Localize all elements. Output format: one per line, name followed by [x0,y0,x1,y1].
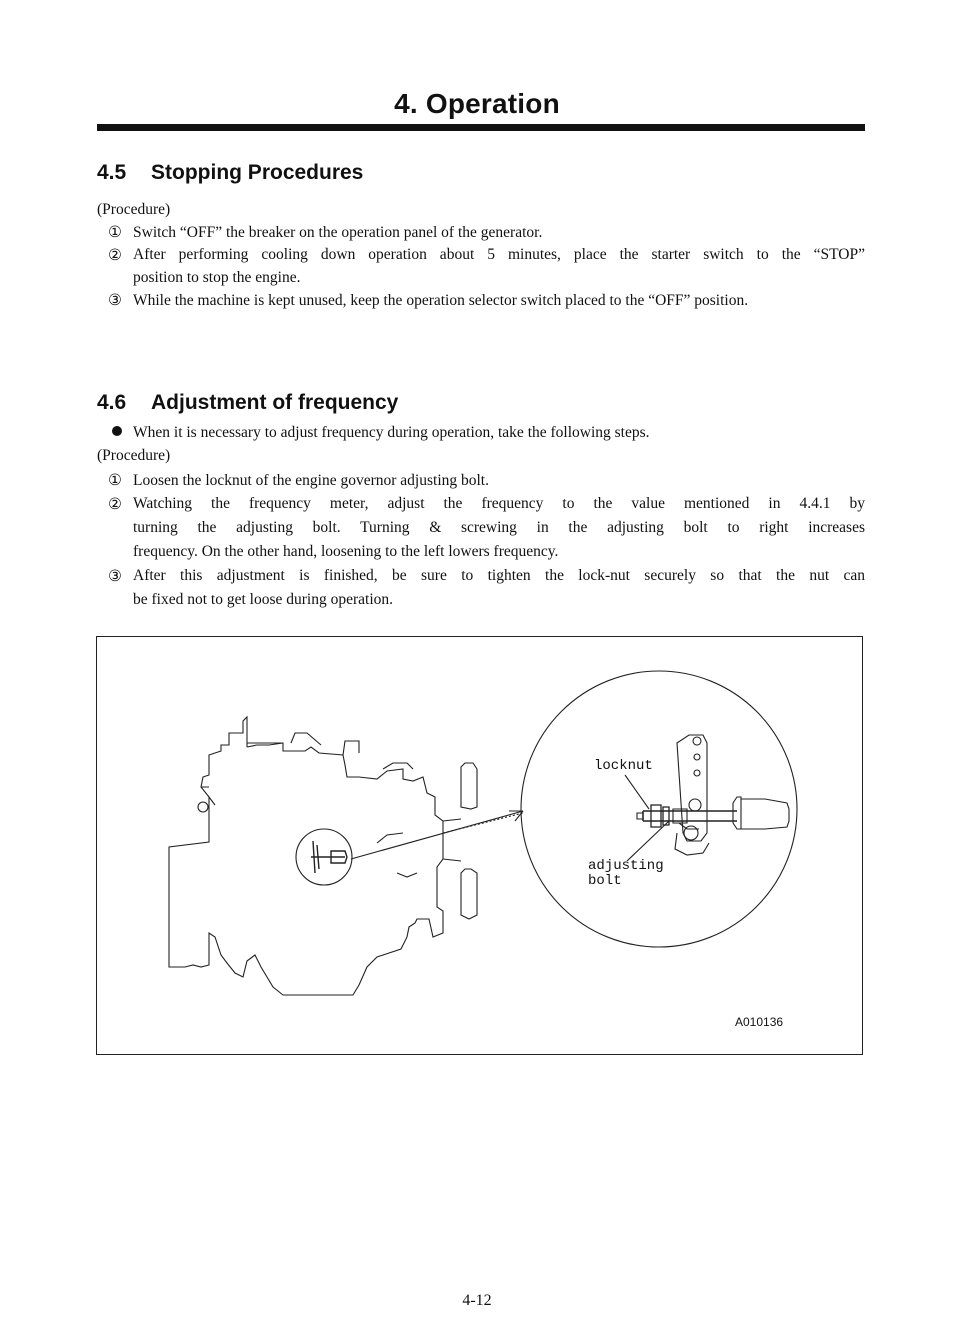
locknut-leader [625,775,649,809]
procedure-label: (Procedure) [97,201,171,218]
chapter-title: 4. Operation [394,88,560,119]
step-text: Watching the frequency meter, adjust the frequency to the value mentioned in 4.4.1 by [133,495,865,512]
step-marker: ② [108,496,122,513]
adjusting-bolt-label: adjusting [588,858,664,874]
step-text-continued: be fixed not to get loose during operation. [133,591,393,608]
figure-id: A010136 [735,1015,784,1029]
step-text: Loosen the locknut of the engine governor adjusting bolt. [133,472,489,489]
adjusting-bolt-label-continued: bolt [588,873,622,889]
section-title: Stopping Procedures [151,161,364,184]
flywheel-lower [461,869,477,919]
flywheel-outline [461,763,477,809]
engine-governor-illustration [97,637,864,1056]
section-number: 4.5 [97,161,127,184]
step-marker: ① [108,224,122,241]
magnified-view-circle [521,671,797,947]
step-text: After performing cooling down operation about 5 minutes, place the starter switch to the “STOP” [133,246,865,263]
chapter-rule [97,124,865,131]
section-number: 4.6 [97,391,127,414]
step-text: After this adjustment is finished, be sure to tighten the lock-nut securely so that the nut can [133,567,865,584]
adjusting-bolt [643,811,737,821]
step-text-continued: position to stop the engine. [133,269,301,286]
step-marker: ② [108,247,122,264]
section-heading-4-5 [97,161,363,185]
step-marker: ③ [108,292,122,309]
figure-frame [96,636,863,1055]
bullet-icon [112,426,122,436]
section-heading-4-6 [97,391,398,415]
engine-port-icon [198,802,208,812]
procedure-label: (Procedure) [97,447,171,464]
bullet-text: When it is necessary to adjust frequency during operation, take the following steps. [133,424,650,441]
step-marker: ③ [108,568,122,585]
step-text: While the machine is kept unused, keep the operation selector switch placed to the “OFF” position. [133,292,749,309]
step-text-continued: frequency. On the other hand, loosening to the left lowers frequency. [133,543,559,560]
page-number: 4-12 [462,1292,492,1309]
callout-arrow [351,811,523,859]
step-text-continued: turning the adjusting bolt. Turning & screwing in the adjusting bolt to right increases [133,519,865,536]
locknut-label: locknut [594,758,653,774]
adjusting-bolt-leader [627,821,669,861]
engine-outline [169,717,443,995]
engine-top-detail [247,733,413,769]
section-title: Adjustment of frequency [151,391,399,414]
step-marker: ① [108,472,122,489]
governor-housing [733,797,789,829]
engine-side-detail [201,787,417,877]
step-text: Switch “OFF” the breaker on the operation panel of the generator. [133,224,543,241]
